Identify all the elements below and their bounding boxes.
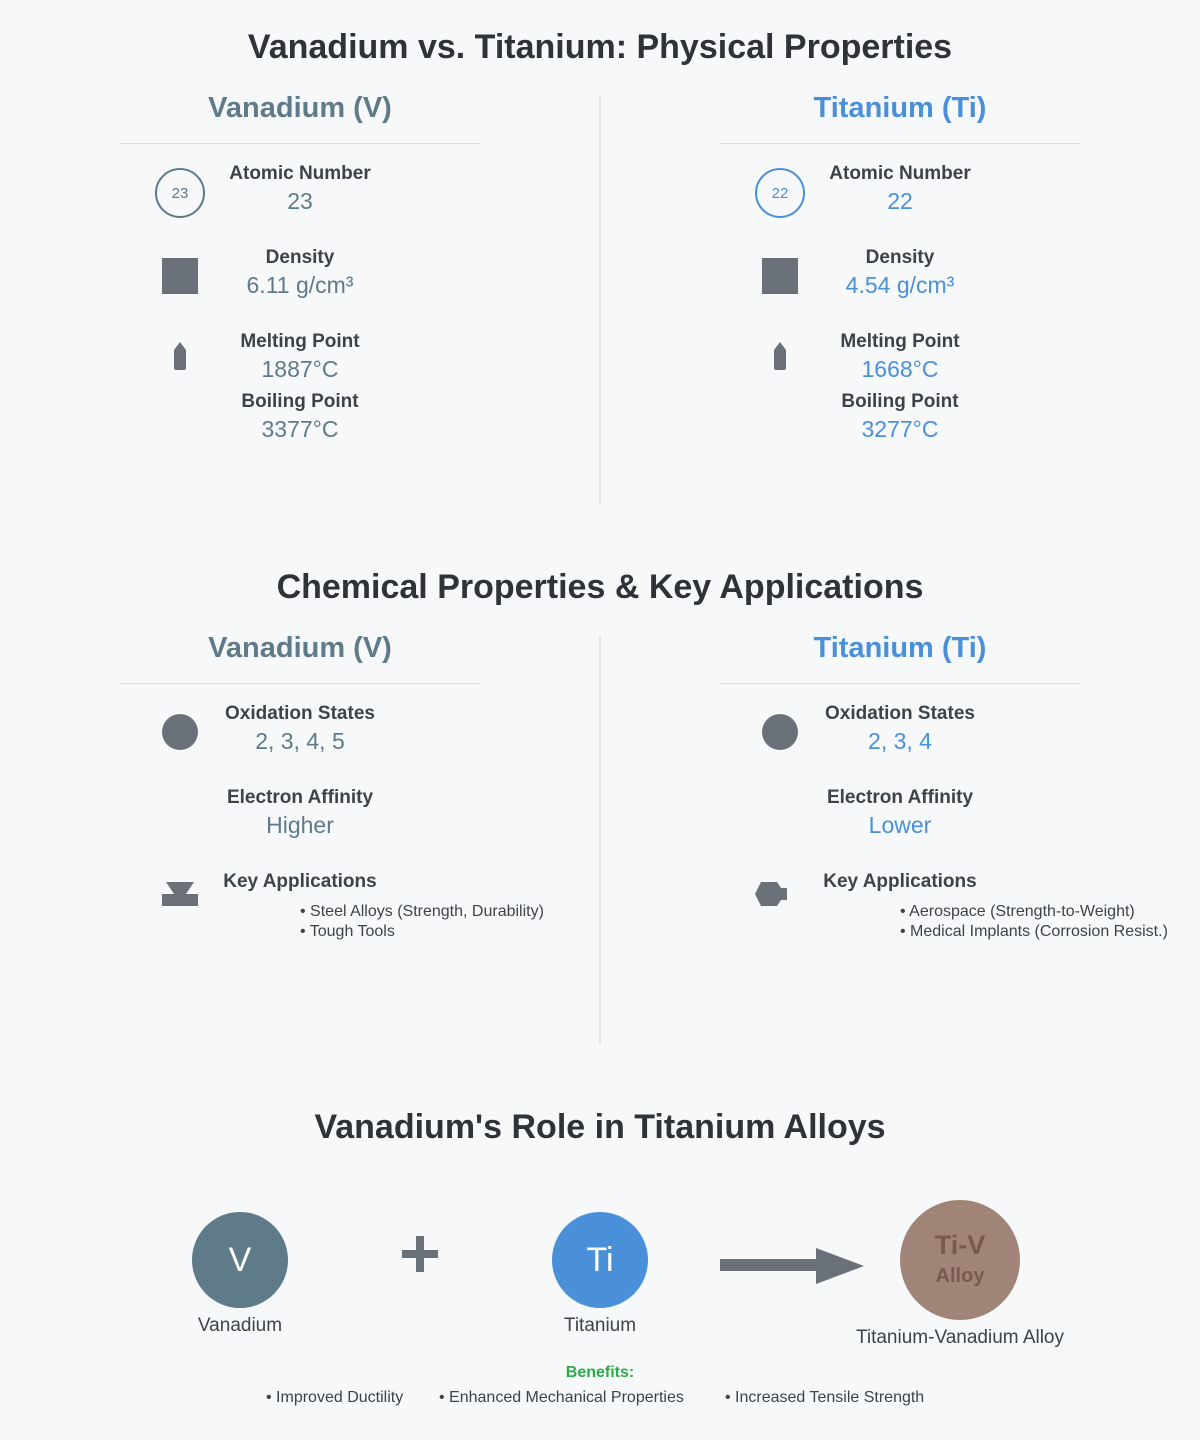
atomic-number-value: 22 [887,188,913,214]
application-item: • Medical Implants (Corrosion Resist.) [900,923,1168,940]
physical-titanium-rule [720,143,1080,144]
oxidation-states-value: 2, 3, 4 [868,728,932,754]
thermometer-icon [772,342,788,372]
chemical-titanium-rule [720,683,1080,684]
atomic-number-badge-text: 22 [771,184,789,202]
atomic-number-badge-text: 23 [171,184,189,202]
chemical-section-title: Chemical Properties & Key Applications [276,568,924,606]
application-item: • Steel Alloys (Strength, Durability) [300,903,544,920]
vanadium-caption: Vanadium [197,1315,283,1336]
melting-point-label: Melting Point [240,331,360,352]
benefits-label: Benefits: [565,1364,635,1381]
atomic-number-label: Atomic Number [829,163,971,184]
chemical-titanium-title: Titanium (Ti) [813,632,987,664]
electron-affinity-value: Lower [868,812,932,838]
atomic-number-label: Atomic Number [229,163,371,184]
density-label: Density [265,247,335,268]
vanadium-symbol: V [228,1240,252,1279]
electron-affinity-label: Electron Affinity [826,787,974,808]
physical-titanium-title: Titanium (Ti) [813,92,987,124]
density-value: 4.54 g/cm³ [845,272,955,298]
oxidation-states-value: 2, 3, 4, 5 [255,728,345,754]
aircraft-icon [755,882,787,906]
melting-point-value: 1668°C [861,356,939,382]
density-value: 6.11 g/cm³ [246,272,354,298]
application-item: • Tough Tools [300,923,395,940]
alloy-symbol: Ti-V [934,1230,986,1260]
arrow-right-icon [720,1246,866,1286]
titanium-caption: Titanium [563,1315,637,1336]
key-applications-label: Key Applications [823,871,977,892]
boiling-point-value: 3277°C [861,416,939,442]
alloy-icon [900,1200,1020,1320]
plus-icon [402,1236,438,1272]
physical-section-title: Vanadium vs. Titanium: Physical Properties [247,28,953,66]
density-label: Density [865,247,935,268]
physical-vanadium-title: Vanadium (V) [208,92,392,124]
physical-vanadium-rule [120,143,480,144]
titanium-atom-icon [552,1212,648,1308]
benefit-item: • Enhanced Mechanical Properties [439,1389,684,1406]
benefit-item: • Increased Tensile Strength [725,1389,925,1406]
key-applications-label: Key Applications [223,871,377,892]
oxidation-states-label: Oxidation States [225,703,375,724]
melting-point-label: Melting Point [840,331,960,352]
thermometer-icon [172,342,188,372]
electron-affinity-label: Electron Affinity [226,787,374,808]
boiling-point-value: 3377°C [261,416,339,442]
physical-divider [599,96,601,504]
oxidation-states-label: Oxidation States [825,703,975,724]
electron-affinity-value: Higher [266,812,334,838]
titanium-symbol: Ti [586,1240,614,1279]
alloy-word: Alloy [935,1265,985,1287]
application-item: • Aerospace (Strength-to-Weight) [900,903,1135,920]
chemical-vanadium-rule [120,683,480,684]
alloy-section-title: Vanadium's Role in Titanium Alloys [314,1108,886,1146]
atomic-number-value: 23 [287,188,313,214]
alloy-caption: Titanium-Vanadium Alloy [855,1327,1065,1348]
vanadium-atom-icon [192,1212,288,1308]
boiling-point-label: Boiling Point [841,391,959,412]
boiling-point-label: Boiling Point [241,391,359,412]
chemical-divider [599,636,601,1044]
melting-point-value: 1887°C [261,356,339,382]
benefit-item: • Improved Ductility [266,1389,404,1406]
chemical-vanadium-title: Vanadium (V) [208,632,392,664]
